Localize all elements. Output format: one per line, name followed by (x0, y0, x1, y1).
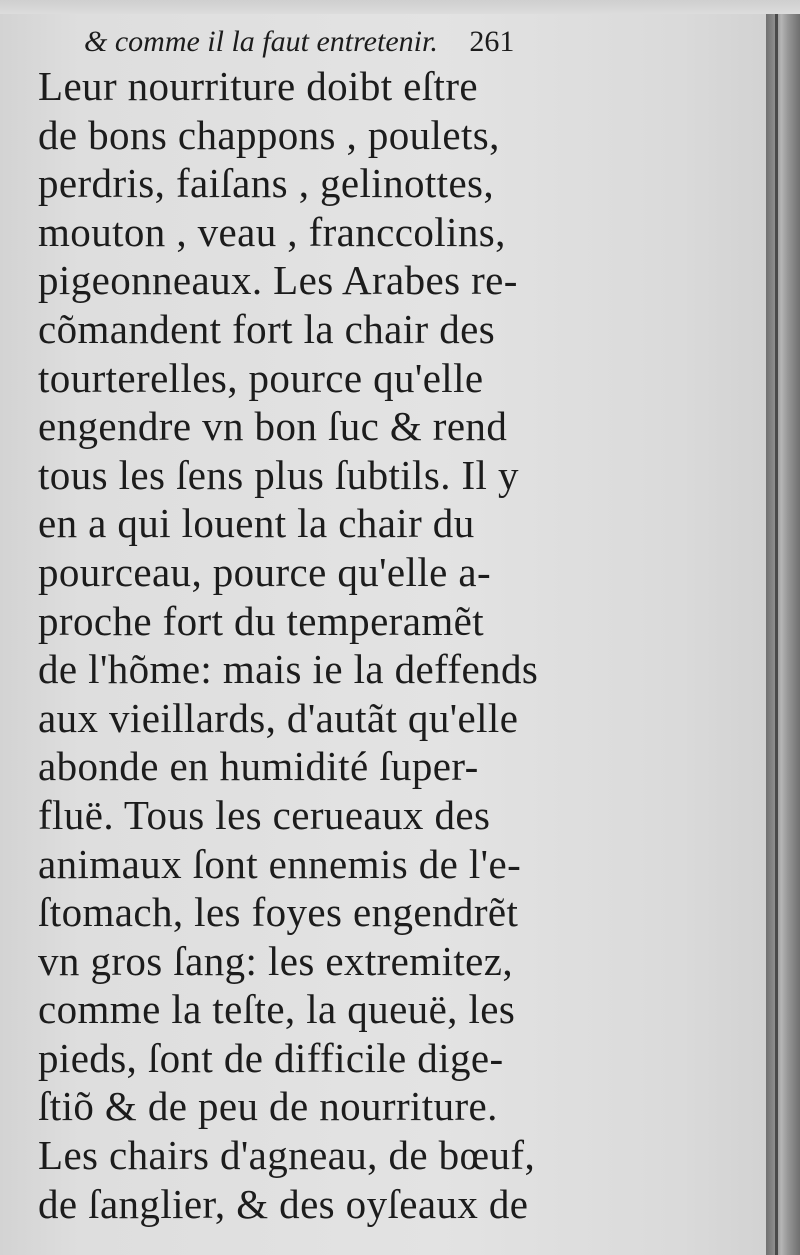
book-spine (766, 14, 800, 1255)
text-line: cõmandent fort la chair des (38, 305, 496, 352)
text-line: Leur nourriture doibt eſtre (38, 63, 478, 109)
text-line: proche fort du temperamẽt (38, 597, 485, 644)
text-line: de bons chappons , poulets, (38, 111, 500, 158)
text-line: animaux ſont ennemis de l'e- (38, 840, 522, 887)
text-line: engendre vn bon ſuc & rend (38, 403, 508, 450)
text-line: ſtomach, les foyes engendrẽt (38, 889, 519, 936)
text-line: mouton , veau , franccolins, (38, 208, 506, 255)
spine-shadow-line (775, 14, 778, 1255)
text-line: aux vieillards, d'autãt qu'elle (38, 694, 519, 741)
text-line: en a qui louent la chair du (38, 500, 475, 547)
text-line: pieds, ſont de difficile dige- (38, 1034, 504, 1081)
text-line: Les chairs d'agneau, de bœuf, (38, 1132, 536, 1179)
page-text-block (38, 22, 598, 1228)
text-line: tourterelles, pource qu'elle (38, 354, 484, 401)
text-line: pourceau, pource qu'elle a- (38, 548, 492, 595)
text-line: de ſanglier, & des oyſeaux de (38, 1180, 529, 1227)
text-line: perdris, faiſans , gelinottes, (38, 160, 495, 207)
text-line: de l'hõme: mais ie la deffends (38, 646, 539, 693)
text-line: ſtiõ & de peu de nourriture. (38, 1083, 498, 1130)
page-top-edge (0, 0, 800, 14)
text-line: fluë. Tous les cerueaux des (38, 791, 491, 838)
text-line: abonde en humidité ſuper- (38, 743, 479, 790)
text-line: pigeonneaux. Les Arabes re- (38, 257, 518, 304)
text-line: comme la teſte, la queuë, les (38, 986, 516, 1033)
text-line: tous les ſens plus ſubtils. Il y (38, 451, 519, 498)
running-title: & comme il la faut entretenir. (84, 25, 438, 58)
running-head (38, 22, 598, 62)
page-number: 261 (469, 25, 515, 58)
text-line: vn gros ſang: les extremitez, (38, 937, 513, 984)
